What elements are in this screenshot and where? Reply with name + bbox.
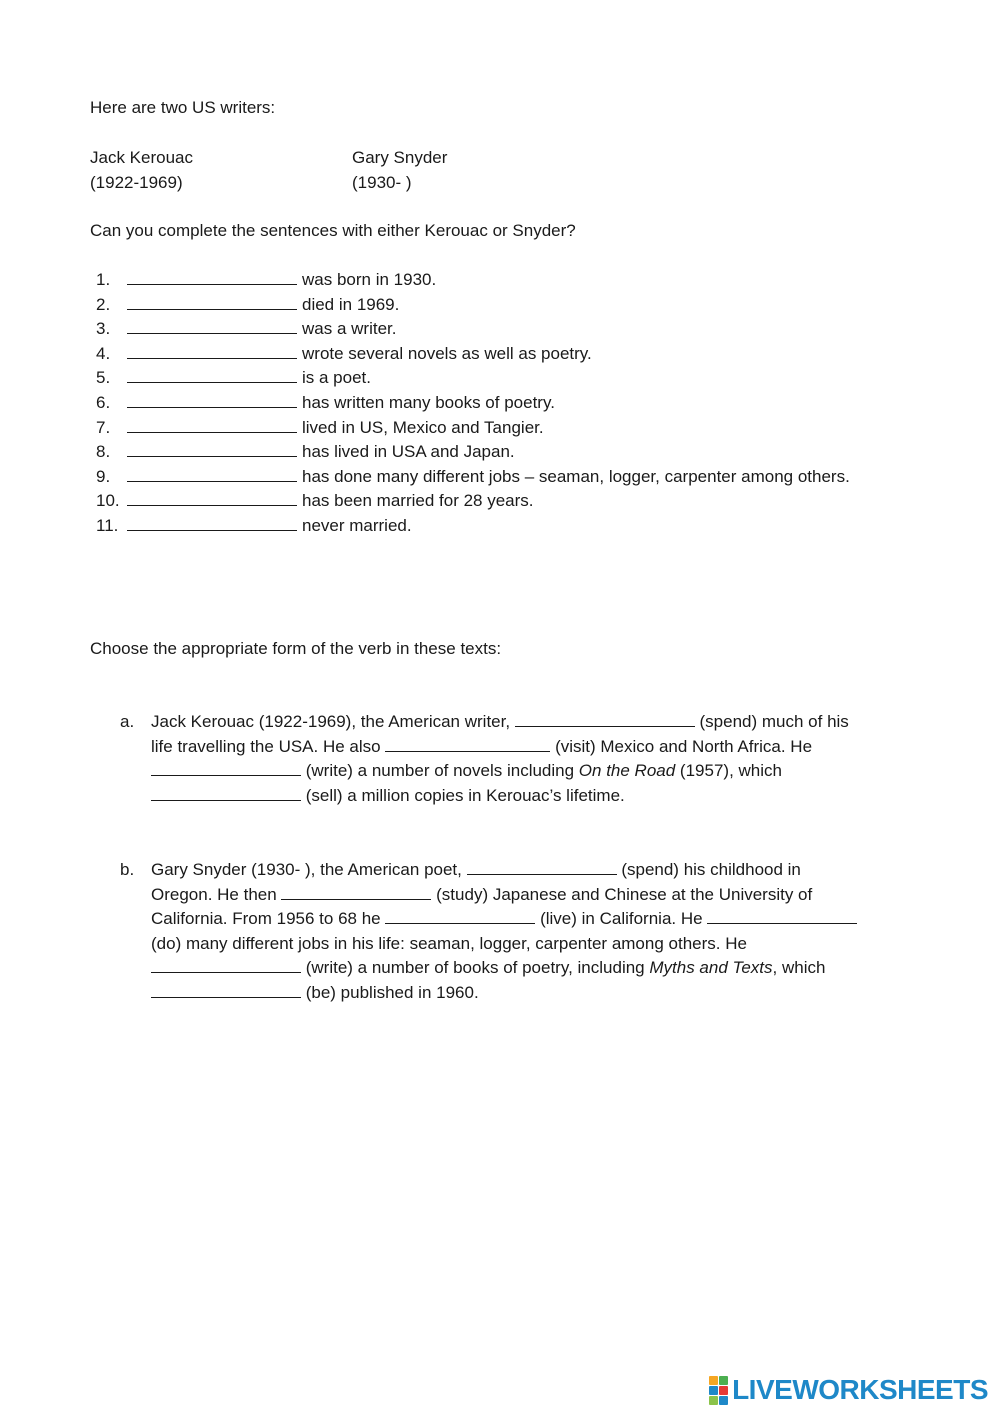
list-item <box>90 514 970 539</box>
answer-blank[interactable] <box>127 442 297 457</box>
writer-name: Jack Kerouac <box>90 148 193 167</box>
task2-instruction: Choose the appropriate form of the verb in these texts: <box>90 639 502 658</box>
liveworksheets-logo <box>709 1374 988 1406</box>
text-fragment: , which <box>772 958 826 978</box>
text-fragment: Gary Snyder (1930- ), the American poet, <box>151 860 467 879</box>
answer-blank[interactable] <box>127 344 297 359</box>
answer-blank[interactable] <box>281 885 431 900</box>
answer-blank[interactable] <box>151 786 301 801</box>
text-fragment: (spend) his childhood in <box>616 860 801 879</box>
text-body <box>151 710 911 808</box>
text-fragment: (do) many different jobs in his life: seaman, logger, carpenter among others. He <box>151 933 747 953</box>
item-text: never married. <box>302 515 412 535</box>
text-fragment: (sell) a million copies in Kerouac’s lifetime. <box>301 785 625 805</box>
writer-kerouac <box>90 146 193 195</box>
logo-text: LIVEWORKSHEETS <box>732 1374 988 1405</box>
writer-name: Gary Snyder <box>352 148 448 167</box>
list-item <box>90 391 970 416</box>
text-label: a. <box>120 712 135 731</box>
task1-instruction: Can you complete the sentences with either Kerouac or Snyder? <box>90 221 576 240</box>
item-text: lived in US, Mexico and Tangier. <box>302 417 544 437</box>
item-number: 1. <box>96 270 111 289</box>
list-item <box>90 317 970 342</box>
writer-snyder <box>352 146 447 195</box>
answer-blank[interactable] <box>151 958 301 973</box>
answer-blank[interactable] <box>467 860 617 875</box>
answer-blank[interactable] <box>127 418 297 433</box>
book-title: On the Road <box>578 761 676 781</box>
item-text: wrote several novels as well as poetry. <box>302 343 592 363</box>
answer-blank[interactable] <box>127 393 297 408</box>
item-number: 11. <box>96 515 119 535</box>
item-text: is a poet. <box>302 368 371 388</box>
text-fragment: (1957), which <box>675 761 782 781</box>
book-title: Myths and Texts <box>649 958 773 978</box>
item-text: was a writer. <box>302 319 397 339</box>
list-item <box>90 416 970 441</box>
answer-blank[interactable] <box>707 909 857 924</box>
text-fragment: (be) published in 1960. <box>301 982 479 1002</box>
list-item <box>90 342 970 367</box>
text-fragment: Oregon. He then <box>151 884 282 904</box>
item-text: has lived in USA and Japan. <box>302 442 515 462</box>
text-fragment: (live) in California. He <box>535 909 708 929</box>
text-body <box>151 858 911 1006</box>
answer-blank[interactable] <box>151 761 301 776</box>
intro-text: Here are two US writers: <box>90 98 276 117</box>
writer-years: (1922-1969) <box>90 172 183 192</box>
list-item <box>90 440 970 465</box>
item-text: died in 1969. <box>302 294 400 314</box>
text-fragment: (visit) Mexico and North Africa. He <box>550 736 813 756</box>
answer-blank[interactable] <box>127 491 297 506</box>
item-number: 5. <box>96 368 111 388</box>
writer-years: (1930- ) <box>352 172 412 192</box>
item-number: 6. <box>96 392 111 412</box>
text-fragment: California. From 1956 to 68 he <box>151 909 386 929</box>
answer-blank[interactable] <box>385 737 550 752</box>
answer-blank[interactable] <box>151 983 301 998</box>
item-number: 9. <box>96 466 111 486</box>
item-number: 7. <box>96 417 111 437</box>
answer-blank[interactable] <box>385 909 535 924</box>
list-item <box>90 465 970 490</box>
item-text: has been married for 28 years. <box>302 491 534 511</box>
item-number: 4. <box>96 343 111 363</box>
list-item <box>90 366 970 391</box>
text-fragment: Jack Kerouac (1922-1969), the American writer, <box>151 712 515 731</box>
answer-blank[interactable] <box>127 270 297 285</box>
text-label: b. <box>120 860 135 879</box>
text-fragment: (spend) much of his <box>694 712 849 731</box>
item-text: was born in 1930. <box>302 270 437 289</box>
logo-icon <box>709 1376 728 1405</box>
item-number: 3. <box>96 319 111 339</box>
item-number: 8. <box>96 442 111 462</box>
text-fragment: (study) Japanese and Chinese at the University of <box>431 884 813 904</box>
item-text: has written many books of poetry. <box>302 392 555 412</box>
answer-blank[interactable] <box>127 368 297 383</box>
list-item <box>90 489 970 514</box>
text-fragment: (write) a number of books of poetry, including <box>301 958 650 978</box>
answer-blank[interactable] <box>127 467 297 482</box>
answer-blank[interactable] <box>127 295 297 310</box>
sentence-list <box>90 268 970 539</box>
list-item <box>90 293 970 318</box>
list-item <box>90 268 970 293</box>
answer-blank[interactable] <box>127 319 297 334</box>
answer-blank[interactable] <box>515 712 695 727</box>
item-number: 10. <box>96 491 120 511</box>
answer-blank[interactable] <box>127 516 297 531</box>
text-fragment: (write) a number of novels including <box>301 761 579 781</box>
item-number: 2. <box>96 294 111 314</box>
item-text: has done many different jobs – seaman, logger, carpenter among others. <box>302 466 850 486</box>
text-fragment: life travelling the USA. He also <box>151 736 386 756</box>
